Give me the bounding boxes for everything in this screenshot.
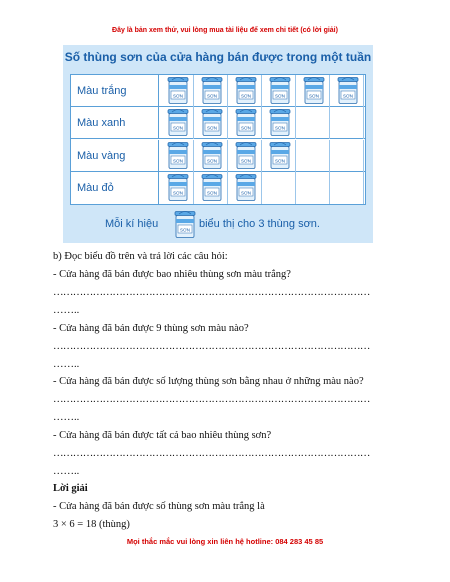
grid-divider — [261, 140, 262, 172]
question-3: - Cửa hàng đã bán được số lượng thùng sơn bằng nhau ở những màu nào? — [53, 376, 364, 387]
answer-1: - Cửa hàng đã bán được số thùng sơn màu trắng là — [53, 501, 265, 512]
answer-heading: Lời giải — [53, 483, 88, 494]
pictograph-chart — [63, 45, 373, 243]
grid-divider — [227, 172, 228, 204]
paint-can-icon — [268, 142, 292, 170]
svg-text:SƠN: SƠN — [274, 158, 286, 163]
grid-divider — [261, 172, 262, 204]
grid-divider — [329, 107, 330, 139]
chart-row — [71, 75, 365, 107]
svg-text:SƠN: SƠN — [240, 125, 252, 131]
row-label: Màu đỏ — [71, 172, 159, 204]
answer-line: …………………………………………………………………………………… — [53, 448, 370, 459]
grid-divider — [329, 172, 330, 204]
svg-text:SƠN: SƠN — [274, 93, 286, 99]
question-1: - Cửa hàng đã bán được bao nhiêu thùng sơn màu trắng? — [53, 269, 291, 280]
paint-can-icon — [200, 174, 224, 202]
grid-divider — [261, 75, 262, 107]
question-4: - Cửa hàng đã bán được tất cả bao nhiêu thùng sơn? — [53, 430, 272, 441]
grid-divider — [261, 107, 262, 139]
grid-divider — [193, 107, 194, 139]
grid-divider — [295, 107, 296, 139]
hotline-banner: Mọi thắc mắc vui lòng xin liên hệ hotline: 084 283 45 85 — [126, 537, 324, 546]
grid-divider — [363, 107, 364, 139]
grid-divider — [363, 140, 364, 172]
grid-divider — [193, 172, 194, 204]
paint-can-icon — [166, 142, 190, 170]
svg-text:SƠN: SƠN — [240, 93, 252, 99]
answer-line: …………………………………………………………………………………… — [53, 341, 370, 352]
grid-divider — [295, 140, 296, 172]
svg-text:SƠN: SƠN — [274, 125, 286, 131]
grid-divider — [227, 75, 228, 107]
grid-divider — [295, 172, 296, 204]
paint-can-icon — [166, 77, 190, 105]
svg-text:SƠN: SƠN — [240, 158, 252, 163]
paint-can-icon — [200, 77, 224, 105]
row-label: Màu xanh — [71, 107, 159, 139]
row-label: Màu vàng — [71, 140, 159, 172]
svg-text:SƠN: SƠN — [206, 190, 218, 196]
answer-line-end: …….. — [53, 359, 80, 370]
grid-divider — [193, 140, 194, 172]
svg-text:SƠN: SƠN — [206, 93, 218, 99]
paint-can-icon — [166, 109, 190, 137]
grid-divider — [193, 75, 194, 107]
answer-line-end: …….. — [53, 412, 80, 423]
svg-text:SƠN: SƠN — [308, 93, 320, 99]
grid-divider — [329, 140, 330, 172]
legend-left-text: Mỗi kí hiệu — [105, 218, 159, 230]
grid-divider — [295, 75, 296, 107]
svg-text:SƠN: SƠN — [206, 158, 218, 163]
paint-can-icon — [166, 174, 190, 202]
question-2: - Cửa hàng đã bán được 9 thùng sơn màu nào? — [53, 323, 249, 334]
svg-text:SƠN: SƠN — [342, 93, 354, 99]
legend-right-text: biểu thị cho 3 thùng sơn. — [199, 218, 320, 230]
chart-legend — [63, 211, 373, 239]
paint-can-icon — [234, 142, 258, 170]
svg-text:SƠN: SƠN — [206, 125, 218, 131]
grid-divider — [329, 75, 330, 107]
svg-text:SƠN: SƠN — [172, 125, 184, 131]
paint-can-icon — [234, 109, 258, 137]
paint-can-icon — [336, 77, 360, 105]
preview-banner: Đây là bản xem thử, vui lòng mua tài liệu để xem chi tiết (có lời giải) — [112, 27, 338, 34]
chart-row — [71, 107, 365, 139]
grid-divider — [227, 140, 228, 172]
svg-text:SƠN: SƠN — [179, 227, 191, 233]
paint-can-icon — [268, 77, 292, 105]
grid-divider — [363, 172, 364, 204]
chart-row — [71, 140, 365, 172]
paint-can-icon — [268, 109, 292, 137]
chart-row — [71, 172, 365, 204]
grid-divider — [227, 107, 228, 139]
paint-can-icon — [234, 77, 258, 105]
svg-text:SƠN: SƠN — [172, 93, 184, 99]
answer-line: …………………………………………………………………………………… — [53, 287, 370, 298]
paint-can-icon — [302, 77, 326, 105]
paint-can-icon — [234, 174, 258, 202]
chart-title: Số thùng sơn của cửa hàng bán được trong một tuần — [64, 50, 372, 64]
answer-line: …………………………………………………………………………………… — [53, 394, 370, 405]
answer-1-calc: 3 × 6 = 18 (thùng) — [53, 519, 130, 530]
chart-grid — [70, 74, 366, 205]
paint-can-icon — [173, 211, 197, 239]
section-b-heading: b) Đọc biểu đồ trên và trả lời các câu hỏi: — [53, 251, 228, 262]
svg-text:SƠN: SƠN — [172, 190, 184, 196]
svg-text:SƠN: SƠN — [172, 158, 184, 163]
svg-text:SƠN: SƠN — [240, 190, 252, 196]
paint-can-icon — [200, 142, 224, 170]
answer-line-end: …….. — [53, 305, 80, 316]
grid-divider — [363, 75, 364, 107]
row-label: Màu trắng — [71, 75, 159, 107]
paint-can-icon — [200, 109, 224, 137]
answer-line-end: …….. — [53, 466, 80, 477]
